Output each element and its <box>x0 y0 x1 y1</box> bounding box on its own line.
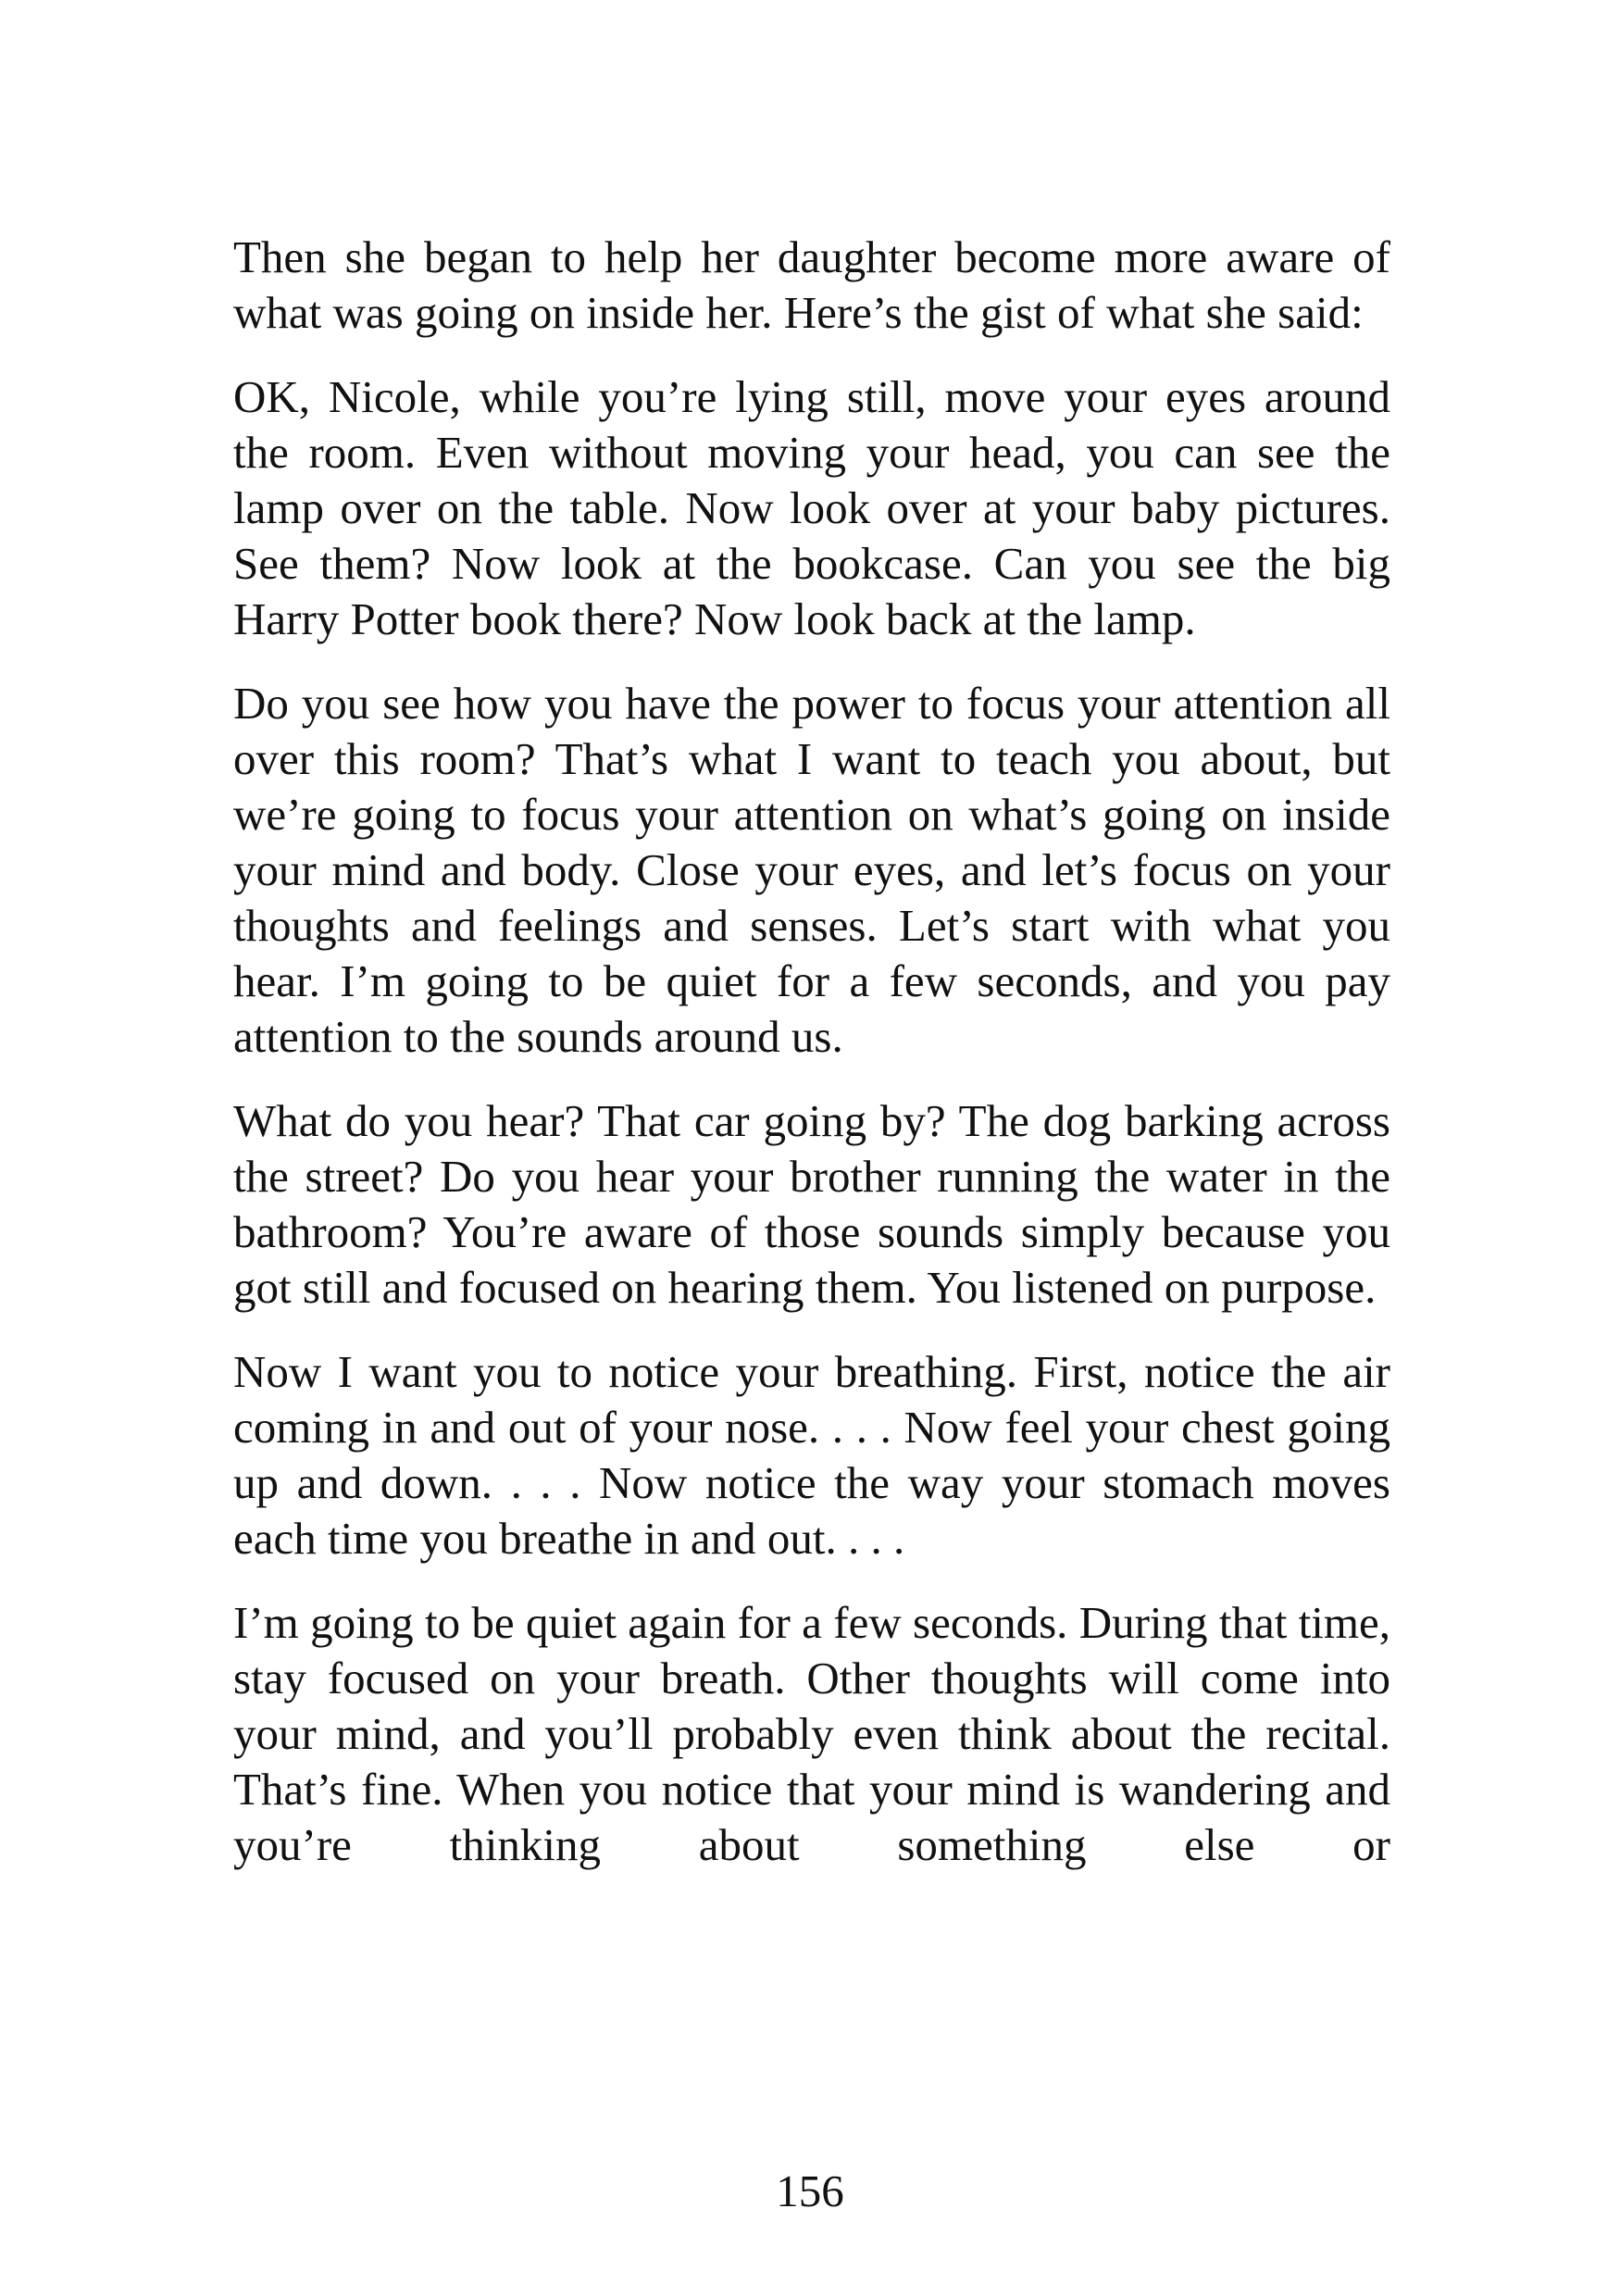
paragraph-2: OK, Nicole, while you’re lying still, move your eyes around the room. Even without moving your head, you can see the lamp over on the table. Now look over at your baby pictures. See them? Now look at the bookcase. Can you see the big Harry Potter book there? Now look back at the lamp. <box>233 371 1390 644</box>
paragraph-5: Now I want you to notice your breathing. First, notice the air coming in and out of your nose. . . . Now feel your chest going up and down. . . . Now notice the way your stomach moves each time you breathe in and out. . . . <box>233 1346 1390 1564</box>
paragraph-3: Do you see how you have the power to focus your attention all over this room? That’s what I want to teach you about, but we’re going to focus your attention on what’s going on inside your mind and body. Close your eyes, and let’s focus on your thoughts and feelings and senses. Let’s start with what you hear. I’m going to be quiet for a few seconds, and you pay attention to the sounds around us. <box>233 678 1390 1062</box>
page-number: 156 <box>776 2165 844 2216</box>
paragraph-1: Then she began to help her daughter become more aware of what was going on inside her. Here’s the gist of what she said: <box>233 231 1390 338</box>
paragraph-6: I’m going to be quiet again for a few seconds. During that time, stay focused on your breath. Other thoughts will come into your mind, and you’ll probably even think about the recital. That’s fine. When you notice that your mind is wandering and you’re thinking about something else or <box>233 1597 1390 1870</box>
body-text <box>233 230 1390 1873</box>
paragraph-4: What do you hear? That car going by? The dog barking across the street? Do you hear your brother running the water in the bathroom? You’re aware of those sounds simply because you got still and focused on hearing them. You listened on purpose. <box>233 1095 1390 1313</box>
